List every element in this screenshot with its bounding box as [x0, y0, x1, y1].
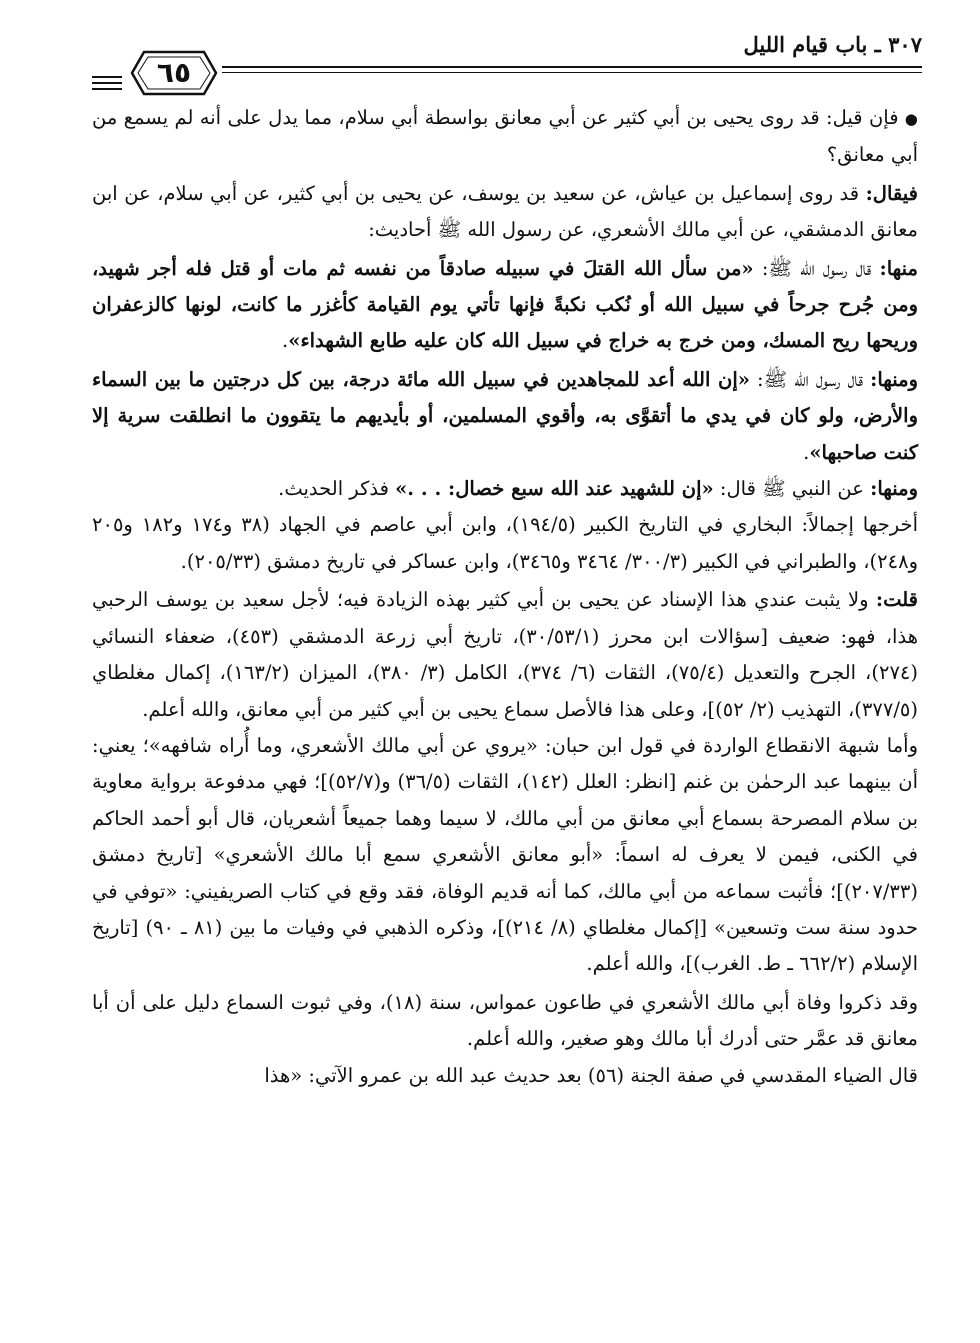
paragraph	[92, 251, 918, 360]
paragraph-lead: ومنها:	[870, 477, 918, 501]
hadith-text: «إن الله أعد للمجاهدين في سبيل الله مائة درجة، بين كل درجتين ما بين السماء والأرض، ولو كان في يدي ما أتقوَّى به، وأقوي المسلمين، أو بأيديهم ما يتقوون ما انطلقت سرية إلا كنت صاحبها»	[92, 367, 918, 464]
paragraph	[92, 100, 918, 174]
paragraph	[92, 176, 918, 249]
paragraph-text: ولا يثبت عندي هذا الإسناد عن يحيى بن أبي كثير بهذه الزيادة فيه؛ لأجل سعيد بن يوسف الرحبي هذا، فهو: ضعيف [سؤالات ابن محرز (٣٠/٥٣/١)، تاريخ أبي زرعة الدمشقي (٤٥٣)، ضعفاء النسائي (٢٧٤)، الجرح والتعديل (٧٥/٤)، الثقات (٦/ ٣٧٤)، الكامل (٣/ ٣٨٠)، الميزان (١٦٣/٢)، إكمال مغلطاي (٣٧٧/٥)، التهذيب (٢/ ٥٢)]، وعلى هذا فالأصل سماع يحيى بن أبي كثير من أبي معانق، والله أعلم.	[92, 588, 918, 721]
paragraph-text: قد روى إسماعيل بن عياش، عن سعيد بن يوسف، عن يحيى بن أبي كثير، عن أبي سلام، عن ابن معانق الدمشقي، عن أبي مالك الأشعري، عن رسول الله ﷺ أحاديث:	[92, 181, 918, 242]
paragraph-lead: منها:	[879, 256, 918, 280]
paragraph-tail: .	[282, 329, 289, 353]
header-rule-left	[92, 82, 122, 84]
paragraph-text: وقد ذكروا وفاة أبي مالك الأشعري في طاعون عمواس، سنة (١٨)، وفي ثبوت السماع دليل على أن أبا معانق قد عمَّر حتى أدرك أبا مالك وهو صغير، والله أعلم.	[92, 990, 919, 1051]
page-number-frame	[130, 48, 218, 98]
paragraph	[92, 728, 918, 983]
running-head: ٣٠٧ ـ باب قيام الليل	[743, 32, 922, 57]
paragraph-lead: ومنها:	[870, 367, 919, 391]
page-header	[92, 26, 922, 92]
header-rule-thin	[222, 72, 922, 73]
paragraph	[92, 582, 918, 728]
paragraph	[92, 507, 918, 580]
paragraph-text: قال رسول الله ﷺ:	[749, 367, 871, 391]
paragraph-text: قال رسول الله ﷺ:	[753, 256, 880, 280]
header-rule-left	[92, 76, 122, 78]
hadith-text: «من سأل الله القتلَ في سبيله صادقاً من نفسه ثم مات أو قتل فله أجر شهيد، ومن جُرح جرحاً في سبيل الله أو نُكب نكبةً فإنها تأتي يوم القيامة كأغزر ما كانت، لونها كالزعفران وريحها ريح المسك، ومن خرج به خراج في سبيل الله كان عليه طابع الشهداء»	[92, 256, 918, 353]
paragraph-lead: قلت:	[875, 588, 918, 612]
header-rule-left	[92, 88, 122, 90]
paragraph	[92, 1058, 918, 1094]
paragraph-tail: فذكر الحديث.	[278, 477, 396, 501]
paragraph-lead: فيقال:	[865, 181, 918, 205]
paragraph-text: قال الضياء المقدسي في صفة الجنة (٥٦) بعد حديث عبد الله بن عمرو الآتي: «هذا	[264, 1063, 918, 1087]
body-text	[92, 100, 918, 1337]
bullet-icon: ●	[904, 110, 918, 128]
paragraph-text: فإن قيل: قد روى يحيى بن أبي كثير عن أبي معانق بواسطة أبي سلام، مما يدل على أنه لم يسمع من أبي معانق؟	[92, 106, 918, 167]
paragraph	[92, 471, 918, 507]
page-number: ٦٥	[156, 56, 192, 89]
paragraph-tail: .	[803, 440, 810, 464]
header-rule	[222, 66, 922, 68]
paragraph	[92, 985, 918, 1058]
paragraph	[92, 362, 918, 471]
paragraph-text: عن النبي ﷺ قال:	[713, 477, 871, 501]
paragraph-text: وأما شبهة الانقطاع الواردة في قول ابن حبان: «يروي عن أبي مالك الأشعري، وما أُراه شافهه»؛ يعني: أن بينهما عبد الرحمٰن بن غنم [انظر: العلل (١٤٢)، الثقات (٣٦/٥) و(٥٢/٧)]؛ فهي مدفوعة برواية معاوية بن سلام المصرحة بسماع أبي معانق من أبي مالك، لا سيما وهما جميعاً أشعريان، قال أبو أحمد الحاكم في الكنى، فيمن لا يعرف له اسماً: «أبو معانق الأشعري سمع أبا مالك الأشعري» [تاريخ دمشق (٢٠٧/٣٣)]؛ فأثبت سماعه من أبي مالك، كما أنه قديم الوفاة، فقد وقع في كتاب الصريفيني: «توفي في حدود سنة ست وتسعين» [إكمال مغلطاي (٨/ ٢١٤)]، وذكره الذهبي في وفيات ما بين (٨١ ـ ٩٠) [تاريخ الإسلام (٦٦٢/٢ ـ ط. الغرب)]، والله أعلم.	[92, 733, 918, 976]
hadith-text: «إن للشهيد عند الله سبع خصال: . . .»	[395, 477, 714, 501]
paragraph-text: أخرجها إجمالاً: البخاري في التاريخ الكبير (١٩٤/٥)، وابن أبي عاصم في الجهاد (٣٨ و١٧٤ و١٨٢ و٢٠٥ و٢٤٨)، والطبراني في الكبير (٣٠٠/٣/ ٣٤٦٤ و٣٤٦٥)، وابن عساكر في تاريخ دمشق (٢٠٥/٣٣).	[92, 513, 918, 573]
